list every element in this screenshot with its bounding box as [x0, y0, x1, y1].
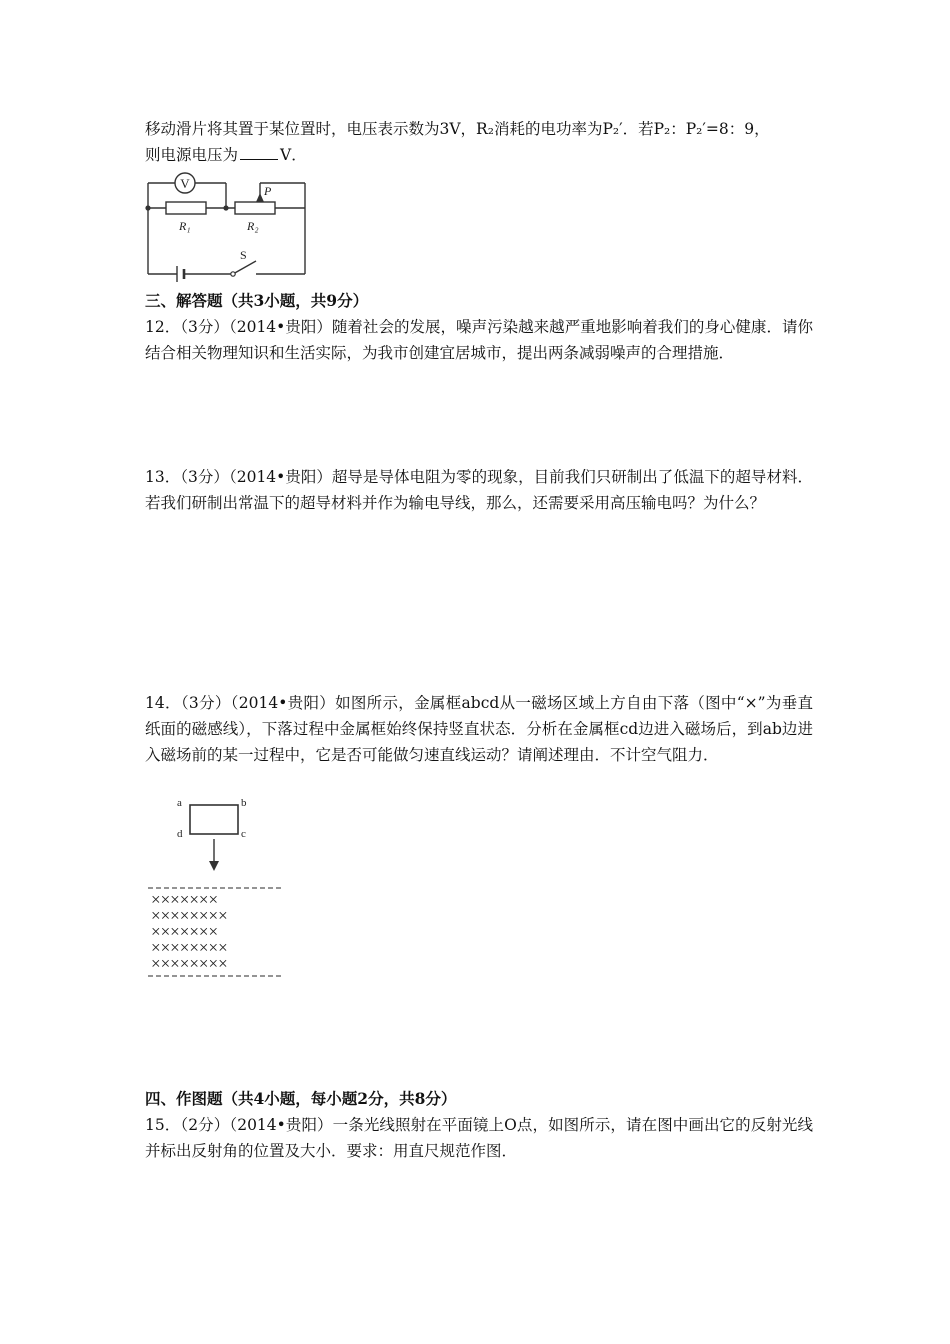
problem-11-line-2-start: 则电源电压为	[145, 146, 239, 164]
question-13: 13．（3分）（2014•贵阳）超导是导体电阻为零的现象，目前我们只研制出了低温下的超导材料．若我们研制出常温下的超导材料并作为输电导线，那么，还需要采用高压输电吗？为什么？	[145, 468, 813, 512]
field-row-3: ×××××××	[151, 922, 219, 941]
field-row-1: ×××××××	[151, 890, 219, 909]
corner-d-label: d	[177, 828, 183, 840]
voltmeter-label: V	[180, 176, 190, 191]
slider-label: P	[264, 184, 272, 198]
question-12: 12．（3分）（2014•贵阳）随着社会的发展，噪声污染越来越严重地影响着我们的身心健康．请你结合相关物理知识和生活实际，为我市创建宜居城市，提出两条减弱噪声的合理措施．	[145, 318, 813, 362]
circuit-diagram	[140, 168, 315, 280]
question-14: 14．（3分）（2014•贵阳）如图所示，金属框abcd从一磁场区域上方自由下落（图中“×”为垂直纸面的磁感线），下落过程中金属框始终保持竖直状态．分析在金属框cd边进入磁场后，到ab边进入磁场前的某一过程中，它是否可能做匀速直线运动？请阐述理由．不计空气阻力．	[145, 694, 813, 764]
question-15: 15．（2分）（2014•贵阳）一条光线照射在平面镜上O点，如图所示，请在图中画出它的反射光线并标出反射角的位置及大小．要求：用直尺规范作图．	[145, 1116, 813, 1160]
field-row-4: ××××××××	[151, 938, 228, 957]
answer-blank[interactable]	[240, 143, 278, 160]
section-4-title: 四、作图题（共4小题，每小题2分，共8分）	[145, 1089, 457, 1108]
field-row-5: ××××××××	[151, 954, 228, 973]
section-3-title: 三、解答题（共3小题，共9分）	[145, 291, 369, 310]
field-row-2: ××××××××	[151, 906, 228, 925]
problem-11-continuation	[145, 116, 813, 168]
problem-11-line-2-end: V．	[280, 146, 307, 164]
corner-c-label: c	[241, 828, 246, 840]
corner-b-label: b	[241, 797, 247, 809]
r1-label: R₁	[179, 219, 191, 233]
magnetic-field-diagram	[145, 793, 290, 983]
problem-11-line-1: 移动滑片将其置于某位置时，电压表示数为3V，R₂消耗的电功率为P₂′．若P₂：P₂′=8：9，	[145, 120, 770, 138]
switch-label: S	[240, 248, 247, 262]
corner-a-label: a	[177, 797, 182, 809]
r2-label: R₂	[247, 219, 259, 233]
